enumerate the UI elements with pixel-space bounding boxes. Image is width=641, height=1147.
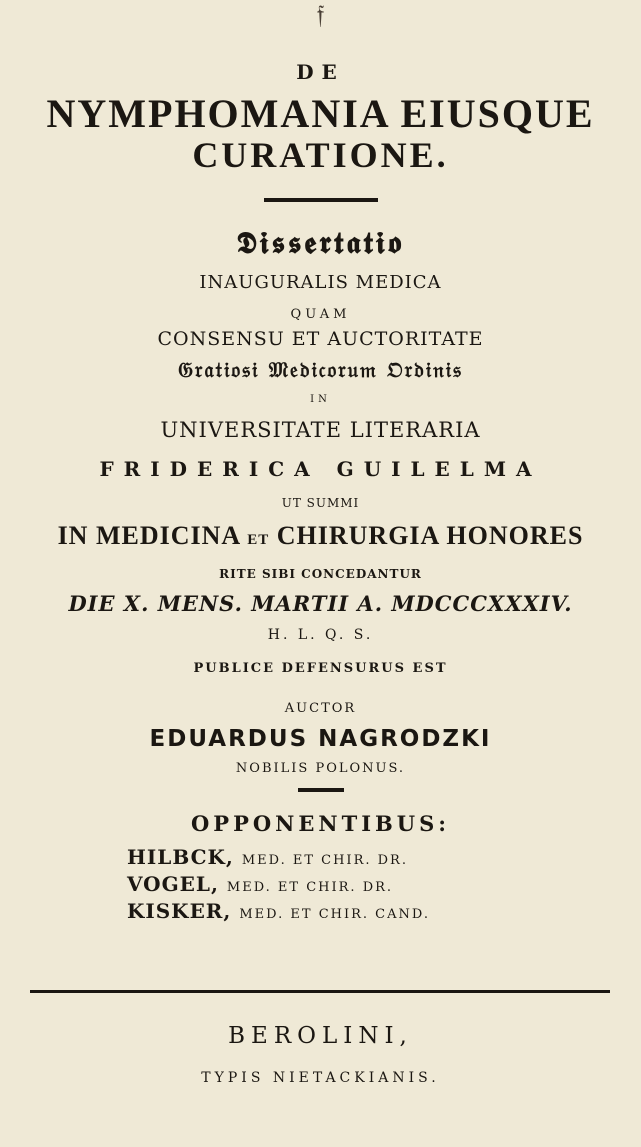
date-line: DIE X. MENS. MARTII A. MDCCCXXXIV. bbox=[68, 591, 573, 616]
chirurgia-honores: CHIRURGIA HONORES bbox=[276, 521, 584, 550]
universitate-line: UNIVERSITATE LITERARIA bbox=[160, 418, 481, 442]
nobilis-line: NOBILIS POLONUS. bbox=[235, 761, 406, 776]
auctor-line: AUCTOR bbox=[284, 701, 357, 716]
opponent-3 bbox=[127, 899, 430, 923]
opponent-2 bbox=[127, 872, 393, 896]
author-name: EDUARDUS NAGRODZKI bbox=[149, 726, 492, 752]
gratiosi-medicorum-ordinis: 𝔊𝔯𝔞𝔱𝔦𝔬𝔰𝔦 𝔐𝔢𝔡𝔦𝔠𝔬𝔯𝔲𝔪 𝔒𝔯𝔡𝔦𝔫𝔦𝔰 bbox=[178, 357, 463, 382]
imprint-printer: TYPIS NIETACKIANIS. bbox=[201, 1070, 440, 1086]
rite-line: RITE SIBI CONCEDANTUR bbox=[219, 567, 422, 581]
in-medicina: IN MEDICINA bbox=[57, 521, 240, 550]
opponent-name: VOGEL, bbox=[127, 872, 219, 896]
publice-line: PUBLICE DEFENSURUS EST bbox=[193, 661, 448, 676]
quam-line: QUAM bbox=[290, 307, 351, 322]
divider-rule bbox=[264, 198, 378, 202]
opponent-name: KISKER, bbox=[127, 899, 232, 923]
preposition-de: DE bbox=[296, 60, 345, 84]
dissertatio-heading: 𝕯𝖎𝖘𝖘𝖊𝖗𝖙𝖆𝖙𝖎𝖔 bbox=[236, 226, 405, 261]
ut-summi: UT SUMMI bbox=[281, 496, 360, 510]
title-line-2: CURATIONE. bbox=[192, 135, 449, 175]
imprint-city: BEROLINI, bbox=[228, 1023, 413, 1049]
opponent-name: HILBCK, bbox=[127, 845, 234, 869]
ornament-icon: 𝔣 bbox=[316, 0, 325, 30]
friderica-guilelma: FRIDERICA GUILELMA bbox=[99, 457, 542, 481]
in-line: IN bbox=[310, 394, 331, 405]
divider-rule-small bbox=[298, 788, 344, 792]
opponent-title: MED. ET CHIR. CAND. bbox=[239, 907, 430, 922]
consensu-line: CONSENSU ET AUCTORITATE bbox=[157, 328, 484, 350]
opponent-1 bbox=[127, 845, 408, 869]
title-line-1: NYMPHOMANIA EIUSQUE bbox=[46, 91, 595, 136]
opponentibus-heading: OPPONENTIBUS: bbox=[191, 811, 450, 836]
medicina-honores-line bbox=[0, 521, 641, 551]
hlqs-line: H. L. Q. S. bbox=[267, 627, 374, 643]
opponent-title: MED. ET CHIR. DR. bbox=[226, 880, 394, 895]
et-word: ET bbox=[247, 532, 270, 548]
imprint-rule bbox=[30, 990, 610, 993]
opponent-title: MED. ET CHIR. DR. bbox=[241, 853, 408, 868]
inauguralis-line: INAUGURALIS MEDICA bbox=[199, 272, 442, 293]
